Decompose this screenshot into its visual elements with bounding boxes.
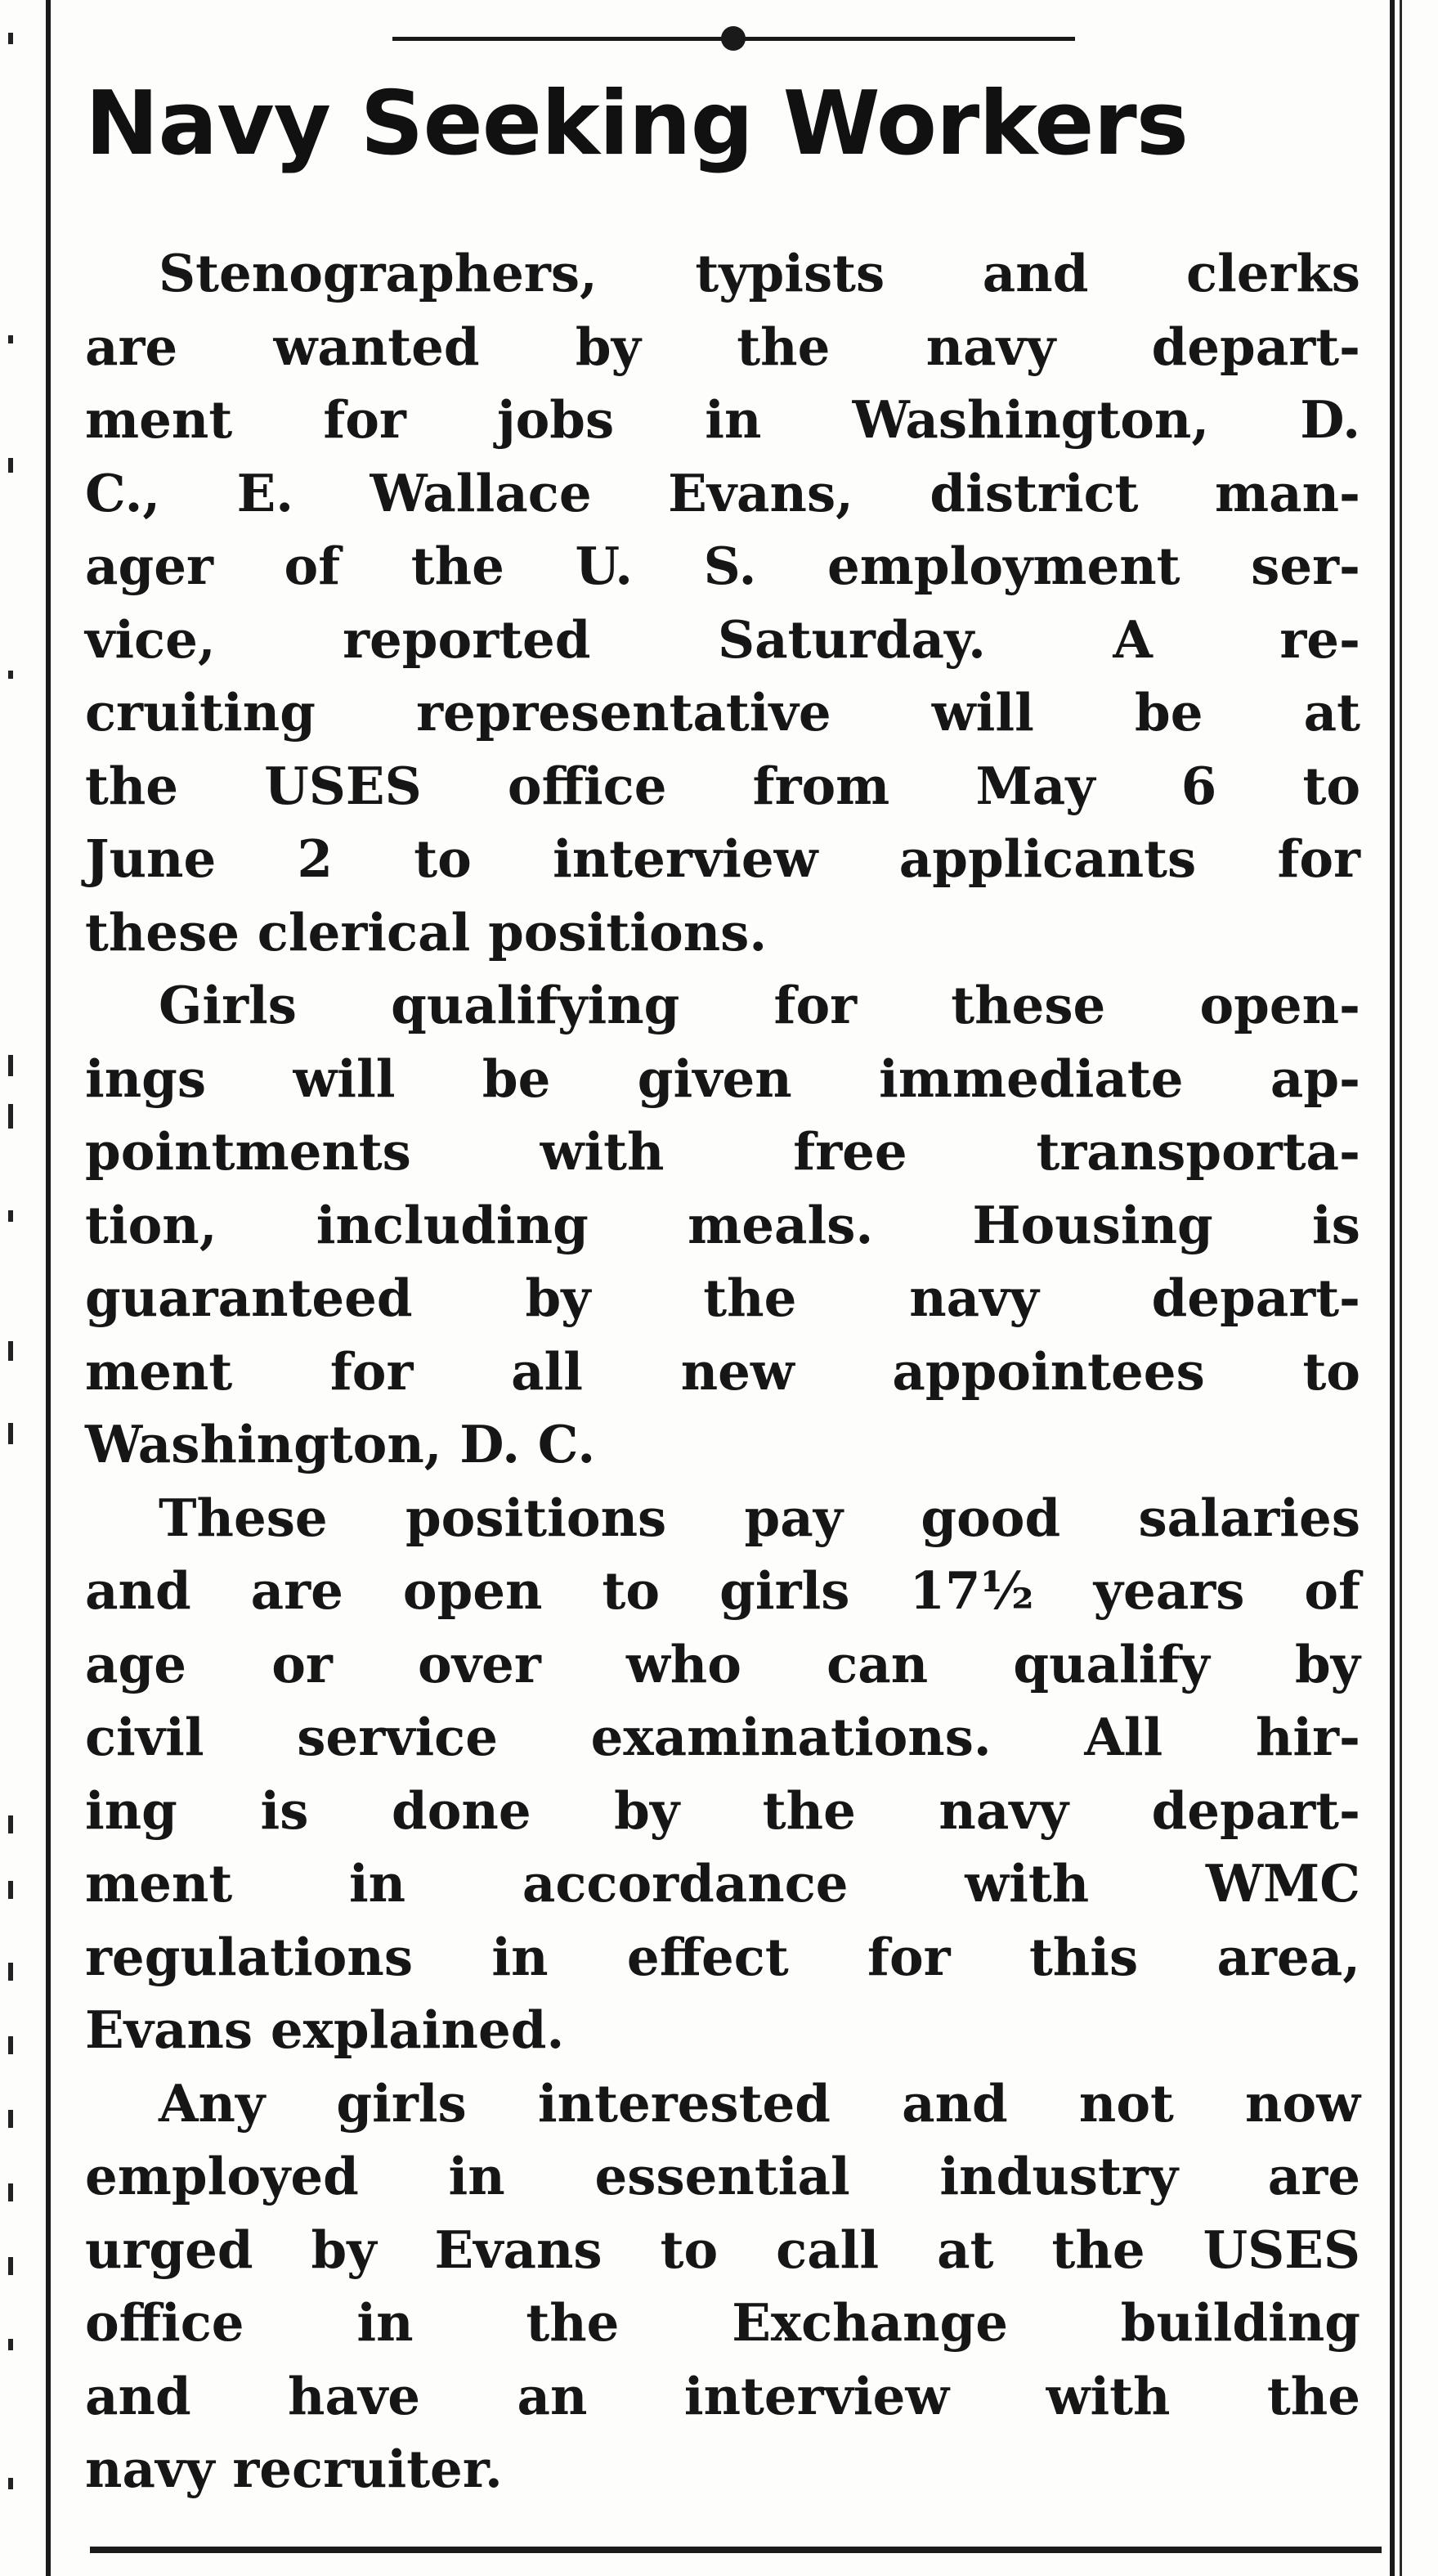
body-line: regulations in effect for this area, — [85, 1926, 1360, 1987]
column-rule-right-inner — [1400, 0, 1402, 2576]
body-line: cruiting representative will be at — [85, 682, 1360, 743]
column-rule-left — [46, 0, 51, 2576]
body-line: ing is done by the navy depart- — [85, 1779, 1360, 1841]
headline: Navy Seeking Workers — [85, 73, 1189, 175]
edge-speck — [8, 1055, 13, 1076]
edge-speck — [8, 335, 13, 343]
edge-speck — [8, 1210, 13, 1222]
edge-speck — [8, 2036, 13, 2054]
body-line: tion, including meals. Housing is — [85, 1194, 1360, 1255]
body-line: and are open to girls 17½ years of — [85, 1560, 1360, 1621]
paragraph-2 — [85, 969, 1360, 1482]
edge-speck — [8, 458, 13, 473]
edge-speck — [8, 33, 13, 44]
paragraph-1 — [85, 237, 1360, 969]
body-line: C., E. Wallace Evans, district man- — [85, 462, 1360, 523]
body-line: office in the Exchange building — [85, 2292, 1360, 2353]
body-line: Stenographers, typists and clerks — [159, 243, 1360, 303]
edge-speck — [8, 1815, 13, 1833]
body-line: civil service examinations. All hir- — [85, 1707, 1360, 1767]
column-rule-right — [1390, 0, 1395, 2576]
body-line: These positions pay good salaries — [159, 1487, 1360, 1548]
edge-speck — [8, 1881, 13, 1899]
body-line: employed in essential industry are — [85, 2146, 1360, 2206]
edge-speck — [8, 1423, 13, 1444]
paragraph-3 — [85, 1482, 1360, 2067]
edge-speck — [8, 2110, 13, 2128]
body-line: ment for jobs in Washington, D. — [85, 389, 1360, 450]
body-line: urged by Evans to call at the USES — [85, 2219, 1360, 2280]
edge-speck — [8, 2257, 13, 2275]
body-line: ment for all new appointees to — [85, 1340, 1360, 1402]
body-line: guaranteed by the navy depart- — [85, 1268, 1360, 1328]
body-line: ings will be given immediate ap- — [85, 1048, 1360, 1109]
body-line: navy recruiter. — [85, 2439, 503, 2499]
body-line: Evans explained. — [85, 1999, 565, 2060]
edge-speck — [8, 1104, 13, 1129]
edge-speck — [8, 1341, 13, 1361]
body-line: are wanted by the navy depart- — [85, 316, 1360, 377]
body-line: and have an interview with the — [85, 2365, 1360, 2426]
body-line: June 2 to interview applicants for — [85, 828, 1360, 889]
body-line: vice, reported Saturday. A re- — [85, 608, 1360, 670]
body-line: Washington, D. C. — [85, 1414, 596, 1474]
edge-speck — [8, 2183, 13, 2201]
article-body — [85, 237, 1360, 2506]
body-line: ager of the U. S. employment ser- — [85, 536, 1360, 596]
edge-speck — [8, 1963, 13, 1981]
headline-ornament — [392, 26, 1075, 51]
paragraph-4 — [85, 2067, 1360, 2506]
edge-speck — [8, 2339, 13, 2350]
body-line: pointments with free transporta- — [85, 1121, 1360, 1182]
bottom-rule — [90, 2547, 1382, 2553]
body-line: Girls qualifying for these open- — [159, 975, 1360, 1035]
edge-speck — [8, 2478, 13, 2489]
edge-speck — [8, 671, 13, 679]
body-line: these clerical positions. — [85, 901, 768, 963]
body-line: ment in accordance with WMC — [85, 1853, 1360, 1914]
body-line: the USES office from May 6 to — [85, 755, 1360, 816]
body-line: Any girls interested and not now — [159, 2072, 1360, 2134]
ornament-dot — [721, 26, 746, 51]
body-line: age or over who can qualify by — [85, 1633, 1360, 1694]
